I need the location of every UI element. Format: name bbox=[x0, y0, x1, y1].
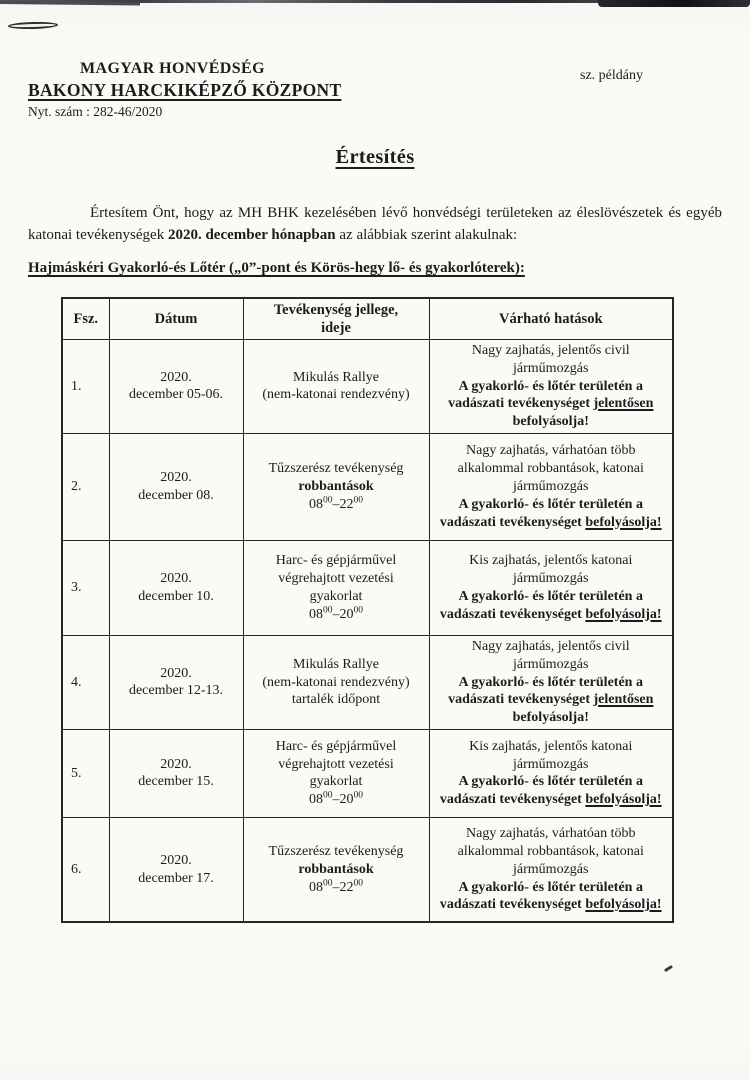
document-title: Értesítés bbox=[335, 146, 415, 168]
row-number: 2. bbox=[62, 433, 109, 540]
activity-line: Mikulás Rallye bbox=[293, 656, 379, 672]
date-line: 2020. bbox=[160, 852, 192, 868]
table-row bbox=[62, 340, 673, 434]
table-row bbox=[62, 540, 673, 635]
effects-cell bbox=[429, 635, 673, 729]
column-header: Tevékenység jellege, ideje bbox=[243, 298, 429, 340]
date-line: 2020. bbox=[160, 470, 192, 486]
activity-line: gyakorlat bbox=[309, 774, 363, 790]
table-row bbox=[62, 433, 673, 540]
date-line: december 05-06. bbox=[128, 387, 224, 403]
table-row bbox=[62, 635, 673, 729]
date-line: 2020. bbox=[160, 756, 192, 772]
row-number: 5. bbox=[62, 729, 109, 817]
organization-name: MAGYAR HONVÉDSÉG bbox=[80, 60, 265, 77]
activity-cell bbox=[243, 817, 429, 922]
table-row bbox=[62, 729, 673, 817]
intro-text-2: az alábbiak szerint alakulnak: bbox=[335, 226, 518, 243]
schedule-table bbox=[61, 297, 674, 923]
activity-time: $08^{00}-22^{00}$ bbox=[309, 495, 363, 512]
activity-time: $08^{00}-20^{00}$ bbox=[309, 790, 363, 808]
row-number: 4. bbox=[62, 635, 109, 729]
date-line: december 08. bbox=[138, 487, 214, 503]
activity-cell bbox=[243, 729, 429, 817]
effects-normal-text: Nagy zajhatás, jelentős civil járműmozgás bbox=[471, 638, 630, 672]
date-cell bbox=[109, 433, 243, 540]
activity-line: tartalék időpont bbox=[291, 692, 381, 708]
date-cell bbox=[109, 635, 243, 729]
activity-line: robbantások bbox=[298, 861, 374, 877]
activity-line: robbantások bbox=[298, 479, 374, 495]
table-header-row bbox=[62, 298, 673, 340]
copy-number-label: sz. példány bbox=[580, 68, 643, 83]
activity-line bbox=[247, 791, 426, 809]
table-body bbox=[62, 340, 673, 923]
effects-cell bbox=[429, 433, 673, 540]
date-line: december 15. bbox=[138, 774, 214, 790]
effects-normal-text: Nagy zajhatás, várhatóan több alkalommal robbantások, katonai járműmozgás bbox=[457, 443, 644, 495]
effects-bold-text: A gyakorló- és lőtér területén a vadászati tevékenységet befolyásolja! bbox=[439, 496, 662, 530]
date-line: december 12-13. bbox=[128, 683, 224, 699]
organization-unit: BAKONY HARCKIKÉPZŐ KÖZPONT bbox=[28, 80, 342, 100]
date-cell bbox=[109, 540, 243, 635]
activity-time: $08^{00}-20^{00}$ bbox=[309, 605, 363, 622]
activity-line: végrehajtott vezetési bbox=[278, 756, 394, 772]
effects-normal-text: Nagy zajhatás, jelentős civil járműmozgás bbox=[471, 343, 630, 376]
registry-number: Nyt. szám : 282-46/2020 bbox=[28, 104, 163, 119]
table-row bbox=[62, 817, 673, 922]
activity-line bbox=[247, 879, 426, 897]
activity-cell bbox=[243, 340, 429, 434]
intro-paragraph bbox=[28, 203, 722, 246]
effects-normal-text: Kis zajhatás, jelentős katonai járműmozgás bbox=[469, 738, 633, 772]
date-line: december 10. bbox=[138, 588, 214, 604]
row-number: 1. bbox=[62, 340, 109, 434]
letterhead bbox=[28, 60, 341, 120]
intro-text-1: Értesítem Önt, hogy az MH BHK kezelésében lévő honvédségi területeken az éleslövészetek és egyéb katonai tevékenységek bbox=[28, 205, 722, 243]
effects-bold-text: A gyakorló- és lőtér területén a vadászati tevékenységet befolyásolja! bbox=[439, 774, 662, 808]
effects-bold-text: A gyakorló- és lőtér területén a vadászati tevékenységet befolyásolja! bbox=[439, 879, 662, 913]
activity-line: Tűzszerész tevékenység bbox=[268, 461, 404, 477]
effects-bold-text: A gyakorló- és lőtér területén a vadászati tevékenységet jelentősen befolyásolja! bbox=[448, 378, 654, 430]
effects-normal-text: Kis zajhatás, jelentős katonai járműmozgás bbox=[469, 553, 633, 587]
date-line: 2020. bbox=[160, 369, 192, 385]
intro-bold-month: 2020. december hónapban bbox=[167, 226, 336, 243]
date-cell bbox=[109, 817, 243, 922]
section-heading: Hajmáskéri Gyakorló-és Lőtér („0”-pont és Körös-hegy lő- és gyakorlóterek): bbox=[28, 260, 525, 276]
row-number: 6. bbox=[62, 817, 109, 922]
activity-cell bbox=[243, 635, 429, 729]
activity-line: (nem-katonai rendezvény) bbox=[262, 674, 410, 690]
effects-bold-text: A gyakorló- és lőtér területén a vadászati tevékenységet jelentősen befolyásolja! bbox=[448, 674, 654, 726]
date-cell bbox=[109, 729, 243, 817]
column-header: Dátum bbox=[109, 298, 243, 340]
row-number: 3. bbox=[62, 540, 109, 635]
date-cell bbox=[109, 340, 243, 434]
pen-mark-top-left bbox=[8, 21, 58, 29]
activity-line: gyakorlat bbox=[309, 588, 363, 604]
activity-line bbox=[247, 496, 426, 514]
scan-artifact-top-right-blob bbox=[598, 0, 750, 7]
date-line: 2020. bbox=[160, 665, 192, 681]
column-header: Várható hatások bbox=[429, 298, 673, 340]
effects-cell bbox=[429, 540, 673, 635]
activity-line: Harc- és gépjárművel bbox=[275, 738, 397, 754]
date-line: 2020. bbox=[160, 571, 192, 587]
activity-line: (nem-katonai rendezvény) bbox=[262, 387, 410, 403]
effects-cell bbox=[429, 817, 673, 922]
activity-line bbox=[247, 606, 426, 624]
activity-time: $08^{00}-22^{00}$ bbox=[309, 877, 363, 895]
column-header: Fsz. bbox=[62, 298, 109, 340]
effects-bold-text: A gyakorló- és lőtér területén a vadászati tevékenységet befolyásolja! bbox=[439, 588, 662, 622]
activity-line: Harc- és gépjárművel bbox=[275, 553, 397, 569]
scan-artifact-top-left-line bbox=[0, 1, 140, 5]
effects-cell bbox=[429, 729, 673, 817]
date-line: december 17. bbox=[138, 870, 214, 886]
activity-line: végrehajtott vezetési bbox=[278, 571, 394, 587]
effects-normal-text: Nagy zajhatás, várhatóan több alkalommal robbantások, katonai járműmozgás bbox=[457, 826, 644, 877]
pen-mark-bottom-right bbox=[664, 965, 673, 972]
effects-cell bbox=[429, 340, 673, 434]
activity-cell bbox=[243, 433, 429, 540]
activity-cell bbox=[243, 540, 429, 635]
activity-line: Tűzszerész tevékenység bbox=[268, 844, 404, 860]
activity-line: Mikulás Rallye bbox=[293, 369, 379, 385]
